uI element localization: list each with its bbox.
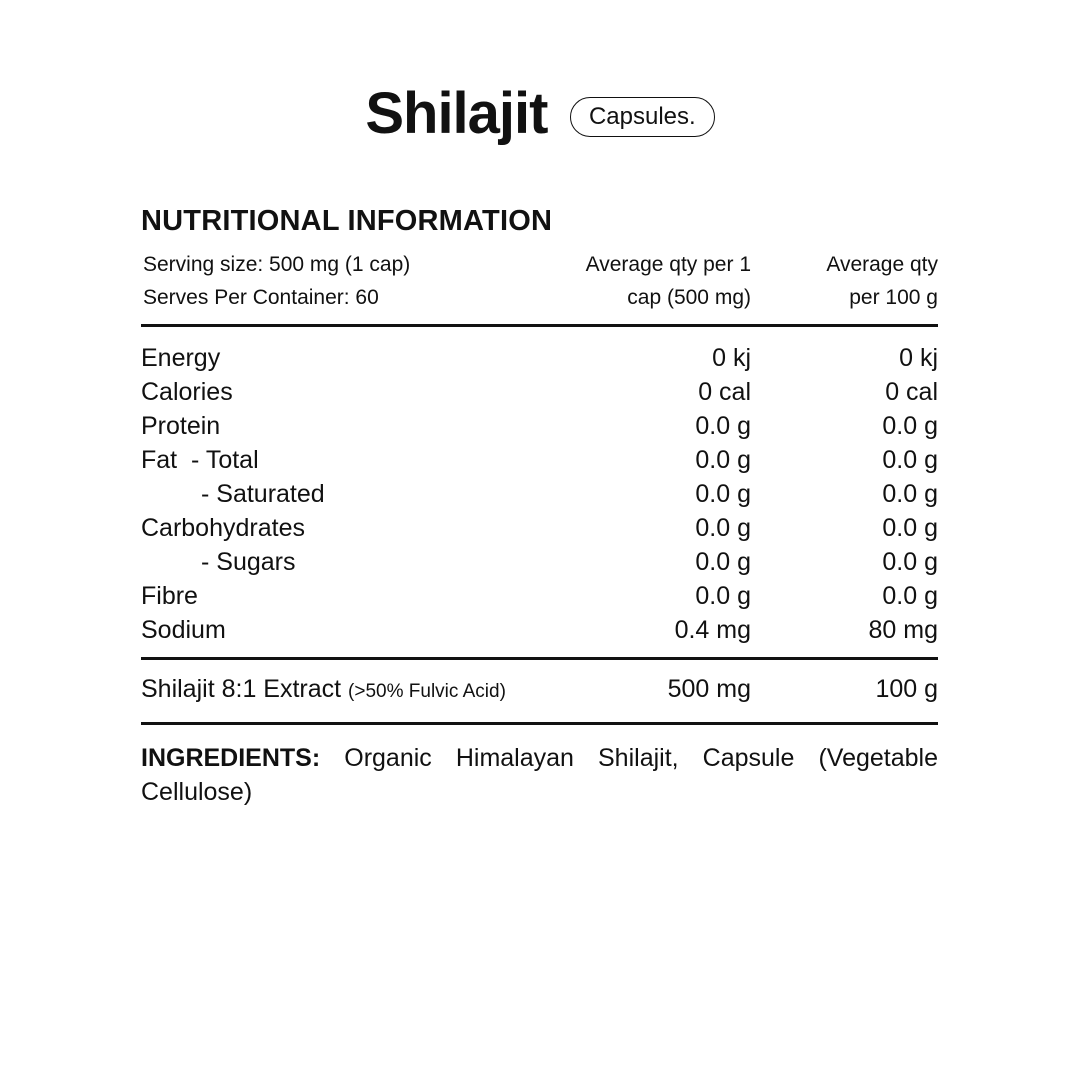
panel-heading: NUTRITIONAL INFORMATION <box>141 205 553 237</box>
per-serve-value: 0.0 g <box>695 514 751 542</box>
per-100g-value: 0.0 g <box>882 582 938 610</box>
nutrient-row-fat-total <box>141 443 938 477</box>
per-serve-value: 0.0 g <box>695 480 751 508</box>
per-100g-header-line1: Average qty <box>826 253 938 276</box>
per-100g-value: 0 kj <box>899 344 938 372</box>
per-serve-column-header <box>541 248 751 314</box>
product-form-badge: Capsules. <box>570 97 715 137</box>
nutrient-label: - Saturated <box>201 480 325 508</box>
per-100g-value: 0.0 g <box>882 548 938 576</box>
per-serve-header-line1: Average qty per 1 <box>585 253 751 276</box>
per-100g-header-line2: per 100 g <box>849 286 938 309</box>
nutrient-row-energy <box>141 341 938 375</box>
nutrient-label: Protein <box>141 412 221 440</box>
per-serve-value: 0 cal <box>698 378 751 406</box>
per-serve-value: 0.0 g <box>695 412 751 440</box>
nutrient-row-saturated <box>141 477 938 511</box>
serving-size: Serving size: 500 mg (1 cap) <box>143 253 411 276</box>
per-serve-value: 0.0 g <box>695 582 751 610</box>
nutrient-row-sodium <box>141 613 938 647</box>
per-100g-value: 0.0 g <box>882 412 938 440</box>
nutrient-label: Carbohydrates <box>141 514 305 542</box>
nutrient-label: Fibre <box>141 582 198 610</box>
serves-per-container: Serves Per Container: 60 <box>143 286 379 309</box>
extract-label: Shilajit 8:1 Extract <box>141 675 342 703</box>
per-serve-value: 0.0 g <box>695 548 751 576</box>
nutrient-row-carbohydrates <box>141 511 938 545</box>
ingredients-heading: INGREDIENTS: <box>141 744 321 772</box>
extract-label-group <box>141 672 541 709</box>
ingredients-text: Organic Himalayan Shilajit, Capsule (Vegetable Cellulose) <box>141 744 938 806</box>
extract-per-serve: 500 mg <box>667 675 751 703</box>
nutrition-panel <box>141 205 938 809</box>
nutrient-row-fibre <box>141 579 938 613</box>
per-serve-value: 0 kj <box>712 344 751 372</box>
per-100g-value: 80 mg <box>868 616 938 644</box>
nutrient-rows <box>141 327 938 660</box>
nutrient-row-calories <box>141 375 938 409</box>
extract-note: (>50% Fulvic Acid) <box>348 681 506 702</box>
per-serve-value: 0.0 g <box>695 446 751 474</box>
nutrient-row-sugars <box>141 545 938 579</box>
per-100g-value: 0 cal <box>885 378 938 406</box>
ingredients-statement <box>141 741 938 809</box>
per-100g-column-header <box>751 248 938 314</box>
product-name: Shilajit <box>365 81 548 146</box>
nutrient-label: Calories <box>141 378 233 406</box>
serving-info <box>141 248 541 314</box>
per-100g-value: 0.0 g <box>882 514 938 542</box>
nutrient-label: Energy <box>141 344 221 372</box>
per-serve-header-line2: cap (500 mg) <box>627 286 751 309</box>
per-100g-value: 0.0 g <box>882 480 938 508</box>
nutrient-label: - Sugars <box>201 548 296 576</box>
nutrient-label: Fat - Total <box>141 446 259 474</box>
extract-per-100g: 100 g <box>875 675 938 703</box>
per-100g-value: 0.0 g <box>882 446 938 474</box>
panel-header <box>141 248 938 327</box>
per-serve-value: 0.4 mg <box>674 616 751 644</box>
product-title-row <box>0 80 1080 147</box>
extract-row <box>141 660 938 725</box>
nutrient-row-protein <box>141 409 938 443</box>
nutrient-label: Sodium <box>141 616 226 644</box>
